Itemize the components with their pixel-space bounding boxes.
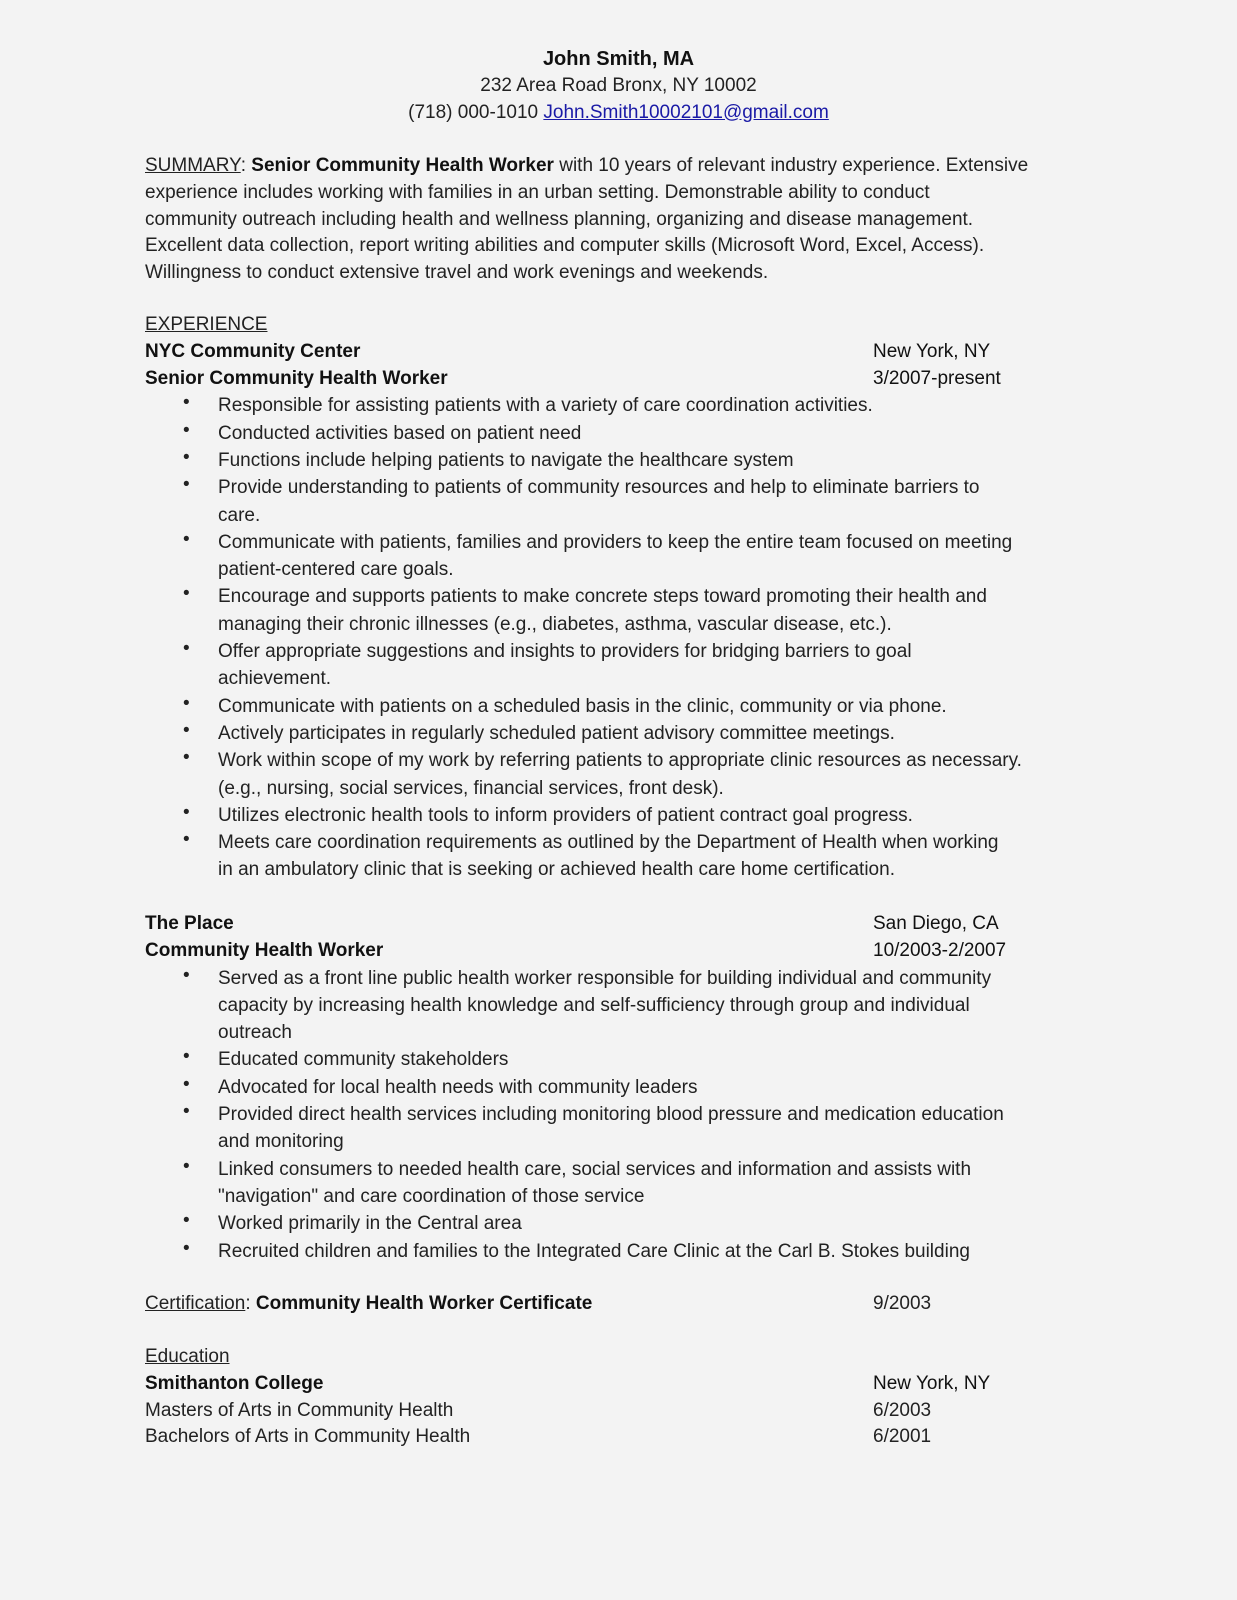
bullet-icon: • xyxy=(183,419,190,441)
bullet-icon: • xyxy=(183,583,190,605)
bullet-item xyxy=(145,638,1145,693)
bullet-icon: • xyxy=(183,719,190,741)
bullet-text: Meets care coordination requirements as outlined by the Department of Health when working xyxy=(218,832,999,854)
bullet-text: Communicate with patients, families and providers to keep the entire team focused on meeting xyxy=(218,531,1013,553)
candidate-name: John Smith, MA xyxy=(542,48,695,70)
bullet-icon: • xyxy=(183,638,190,660)
bullet-item xyxy=(145,1074,1145,1101)
summary-text: with 10 years of relevant industry experience. Extensive xyxy=(553,155,1029,176)
bullet-item xyxy=(145,447,1145,474)
bullet-icon: • xyxy=(183,964,190,986)
summary-section: SUMMARY: Senior Community Health Worker with 10 years of relevant industry experience. Extensive experience includes working with families in an urban setting. Demonstrable ability to conduct community outreach including health and wellness planning, organizing and disease management. Excellent data collection, report writing abilities and computer skills (Microsoft Word, Excel, Access). Willingness to conduct extensive travel and work evenings and weekends. xyxy=(145,153,1145,287)
resume-header xyxy=(145,46,1092,126)
degree-name: Masters of Arts in Community Health xyxy=(145,1399,454,1421)
degree-date: 6/2001 xyxy=(873,1426,932,1448)
experience-section xyxy=(145,312,1145,884)
bullet-text: patient-centered care goals. xyxy=(218,559,454,581)
bullet-text: Served as a front line public health worker responsible for building individual and community xyxy=(218,967,992,989)
bullet-icon: • xyxy=(183,747,190,769)
bullet-item xyxy=(145,474,1145,529)
bullet-text: Offer appropriate suggestions and insights to providers for bridging barriers to goal xyxy=(218,641,912,663)
contact-line xyxy=(145,100,1092,127)
bullet-item xyxy=(145,1238,1145,1265)
bullet-text: (e.g., nursing, social services, financial services, front desk). xyxy=(218,777,724,799)
summary-text: community outreach including health and wellness planning, organizing and disease management. xyxy=(145,208,974,230)
bullet-icon: • xyxy=(183,474,190,496)
experience-label: EXPERIENCE xyxy=(145,314,268,335)
bullet-text: achievement. xyxy=(218,668,332,690)
bullet-text: Utilizes electronic health tools to inform providers of patient contract goal progress. xyxy=(218,804,913,826)
bullet-item xyxy=(145,1046,1145,1073)
school-location: New York, NY xyxy=(873,1372,991,1394)
bullet-text: care. xyxy=(218,504,261,526)
job-title: Community Health Worker xyxy=(145,939,384,961)
bullet-item xyxy=(145,420,1145,447)
bullet-text: Actively participates in regularly scheduled patient advisory committee meetings. xyxy=(218,722,895,744)
bullet-icon: • xyxy=(183,1210,190,1232)
bullet-text: Communicate with patients on a scheduled basis in the clinic, community or via phone. xyxy=(218,695,947,717)
bullet-icon: • xyxy=(183,801,190,823)
certification-label: Certification xyxy=(145,1293,246,1314)
certification-date: 9/2003 xyxy=(873,1293,932,1314)
bullet-text: Responsible for assisting patients with a variety of care coordination activities. xyxy=(218,395,873,417)
bullet-item xyxy=(145,693,1145,720)
certification-section: Certification: Community Health Worker Certificate 9/2003 xyxy=(145,1291,1145,1318)
bullet-item xyxy=(145,583,1145,638)
bullet-item xyxy=(145,802,1145,829)
bullet-text: capacity by increasing health knowledge and self-sufficiency through group and individual xyxy=(218,994,970,1016)
summary-text: Excellent data collection, report writing abilities and computer skills (Microsoft Word, Excel, Access). xyxy=(145,235,985,257)
bullet-icon: • xyxy=(183,1237,190,1259)
bullet-icon: • xyxy=(183,1155,190,1177)
bullet-item xyxy=(145,720,1145,747)
bullet-text: in an ambulatory clinic that is seeking or achieved health care home certification. xyxy=(218,859,895,881)
bullet-icon: • xyxy=(183,392,190,414)
bullet-item xyxy=(145,392,1145,419)
job-dates: 10/2003-2/2007 xyxy=(873,939,1007,961)
bullet-icon: • xyxy=(183,446,190,468)
job-org: NYC Community Center xyxy=(145,340,361,362)
job-location: New York, NY xyxy=(873,340,991,362)
bullet-text: Work within scope of my work by referring patients to appropriate clinic resources as necessary. xyxy=(218,750,1022,772)
bullet-icon: • xyxy=(183,829,190,851)
summary-title: Senior Community Health Worker xyxy=(251,155,554,176)
phone: (718) 000-1010 xyxy=(408,101,539,123)
summary-text: Willingness to conduct extensive travel and work evenings and weekends. xyxy=(145,262,769,284)
certification-name: Community Health Worker Certificate xyxy=(255,1293,593,1314)
bullet-icon: • xyxy=(183,1101,190,1123)
bullet-text: Recruited children and families to the Integrated Care Clinic at the Carl B. Stokes building xyxy=(218,1240,970,1262)
bullet-item xyxy=(145,1210,1145,1237)
summary-label: SUMMARY xyxy=(145,155,241,176)
bullet-text: Educated community stakeholders xyxy=(218,1049,509,1071)
education-section xyxy=(145,1344,1145,1451)
bullet-text: Encourage and supports patients to make concrete steps toward promoting their health and xyxy=(218,586,987,608)
degree-date: 6/2003 xyxy=(873,1399,932,1421)
education-label: Education xyxy=(145,1346,230,1367)
bullet-item xyxy=(145,1156,1145,1211)
bullet-text: Conducted activities based on patient need xyxy=(218,422,582,444)
bullet-text: Functions include helping patients to navigate the healthcare system xyxy=(218,449,794,471)
job-bullets xyxy=(145,965,1145,1265)
degree-name: Bachelors of Arts in Community Health xyxy=(145,1426,471,1448)
bullet-item xyxy=(145,529,1145,584)
bullet-text: managing their chronic illnesses (e.g., diabetes, asthma, vascular disease, etc.). xyxy=(218,613,892,635)
job-bullets xyxy=(145,392,1145,883)
bullet-item xyxy=(145,829,1145,884)
experience-job-2 xyxy=(145,911,1145,1265)
job-org: The Place xyxy=(145,913,234,934)
bullet-text: and monitoring xyxy=(218,1131,344,1153)
bullet-text: outreach xyxy=(218,1022,292,1044)
summary-text: experience includes working with families in an urban setting. Demonstrable ability to conduct xyxy=(145,181,930,203)
bullet-text: Provide understanding to patients of community resources and help to eliminate barriers to xyxy=(218,477,980,499)
bullet-icon: • xyxy=(183,1073,190,1095)
bullet-item xyxy=(145,747,1145,802)
bullet-text: Advocated for local health needs with community leaders xyxy=(218,1076,698,1098)
bullet-icon: • xyxy=(183,1046,190,1068)
bullet-text: Worked primarily in the Central area xyxy=(218,1213,522,1235)
bullet-text: "navigation" and care coordination of those service xyxy=(218,1185,645,1207)
bullet-text: Linked consumers to needed health care, social services and information and assists with xyxy=(218,1158,972,1180)
address: 232 Area Road Bronx, NY 10002 xyxy=(480,74,757,96)
job-title: Senior Community Health Worker xyxy=(145,367,448,389)
bullet-item xyxy=(145,965,1145,1047)
job-location: San Diego, CA xyxy=(873,913,999,934)
bullet-icon: • xyxy=(183,528,190,550)
bullet-icon: • xyxy=(183,692,190,714)
school-name: Smithanton College xyxy=(145,1372,324,1394)
bullet-item xyxy=(145,1101,1145,1156)
job-dates: 3/2007-present xyxy=(873,367,1001,389)
bullet-text: Provided direct health services including monitoring blood pressure and medication education xyxy=(218,1104,1004,1126)
email-link[interactable]: John.Smith10002101@gmail.com xyxy=(543,101,829,123)
